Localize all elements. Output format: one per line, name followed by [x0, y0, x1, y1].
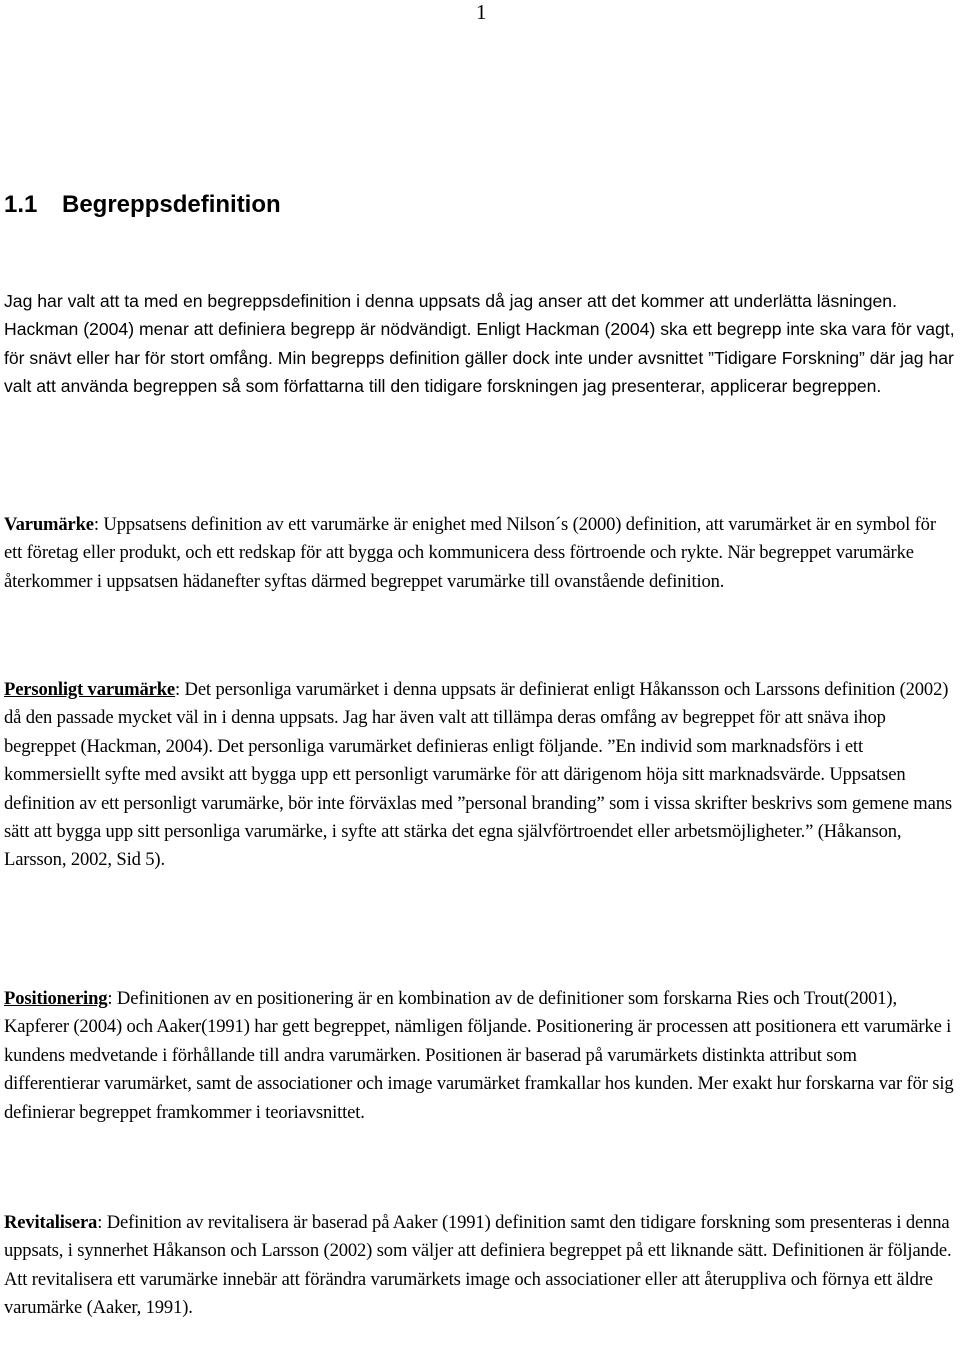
definition-varumarke — [4, 511, 956, 596]
definition-term: Revitalisera — [4, 1212, 98, 1233]
definition-personligt-varumarke — [4, 676, 956, 875]
intro-text: Jag har valt att ta med en begreppsdefinition i denna uppsats då jag anser att det kommer att underlätta läsningen. Hackman (2004) menar att definiera begrepp är nödvändigt. Enligt Hackman (2004) ska ett begrepp inte ska vara för vagt, för snävt eller har för stort omfång. Min begrepps definition gäller dock inte under avsnittet ”Tidigare Forskning” där jag har valt att använda begreppen så som författarna till den tidigare forskningen jag presenterar, applicerar begreppen. — [4, 291, 955, 397]
definition-term: Personligt varumärke — [4, 679, 176, 700]
definition-revitalisera — [4, 1209, 956, 1323]
definition-positionering — [4, 985, 956, 1127]
definition-text: : Definitionen av en positionering är en kombination av de definitioner som forskarna Ries och Trout(2001), Kapferer (2004) och Aaker(1991) har gett begreppet, nämligen följande. Positionering är processen att positionera ett varumärke i kundens medvetande i förhållande till andra varumärken. Positionen är baserad på varumärkets distinkta attribut som differentierar varumärket, samt de associationer och image varumärket framkallar hos kunden. Mer exakt hur forskarna var för sig definierar begreppet framkommer i teoriavsnittet. — [4, 988, 954, 1123]
definition-text: : Uppsatsens definition av ett varumärke är enighet med Nilson´s (2000) definition, att varumärket är en symbol för ett företag eller produkt, och ett redskap för att bygga och kommunicera dess förtroende och rykte. När begreppet varumärke återkommer i uppsatsen hädanefter syftas därmed begreppet varumärke till ovanstående definition. — [4, 514, 936, 592]
page-number: 1 — [476, 0, 487, 24]
intro-paragraph — [4, 287, 956, 401]
section-number: 1.1 — [4, 191, 38, 218]
definition-text: : Definition av revitalisera är baserad på Aaker (1991) definition samt den tidigare forskning som presenteras i denna uppsats, i synnerhet Håkanson och Larsson (2002) som väljer att definiera begreppet på ett liknande sätt. Definitionen är följande. Att revitalisera ett varumärke innebär att förändra varumärkets image och associationer eller att återuppliva och förnya ett äldre varumärke (Aaker, 1991). — [4, 1212, 952, 1319]
definition-term: Positionering — [4, 988, 108, 1009]
section-title: Begreppsdefinition — [62, 191, 281, 218]
definition-term: Varumärke — [4, 514, 94, 535]
definition-text: : Det personliga varumärket i denna uppsats är definierat enligt Håkansson och Larssons definition (2002) då den passade mycket väl in i denna uppsats. Jag har även valt att tillämpa deras omfång av begreppet för att snäva ihop begreppet (Hackman, 2004). Det personliga varumärket definieras enligt följande. ”En individ som marknadsförs i ett kommersiellt syfte med avsikt att bygga upp ett personligt varumärke för att därigenom höja sitt marknadsvärde. Uppsatsen definition av ett personligt varumärke, bör inte förväxlas med ”personal branding” som i vissa skrifter beskrivs som gemene mans sätt att bygga upp sitt personliga varumärke, i syfte att stärka det egna självförtroendet eller arbetsmöjligheter.” (Håkanson, Larsson, 2002, Sid 5). — [4, 679, 952, 871]
section-heading — [4, 190, 281, 220]
